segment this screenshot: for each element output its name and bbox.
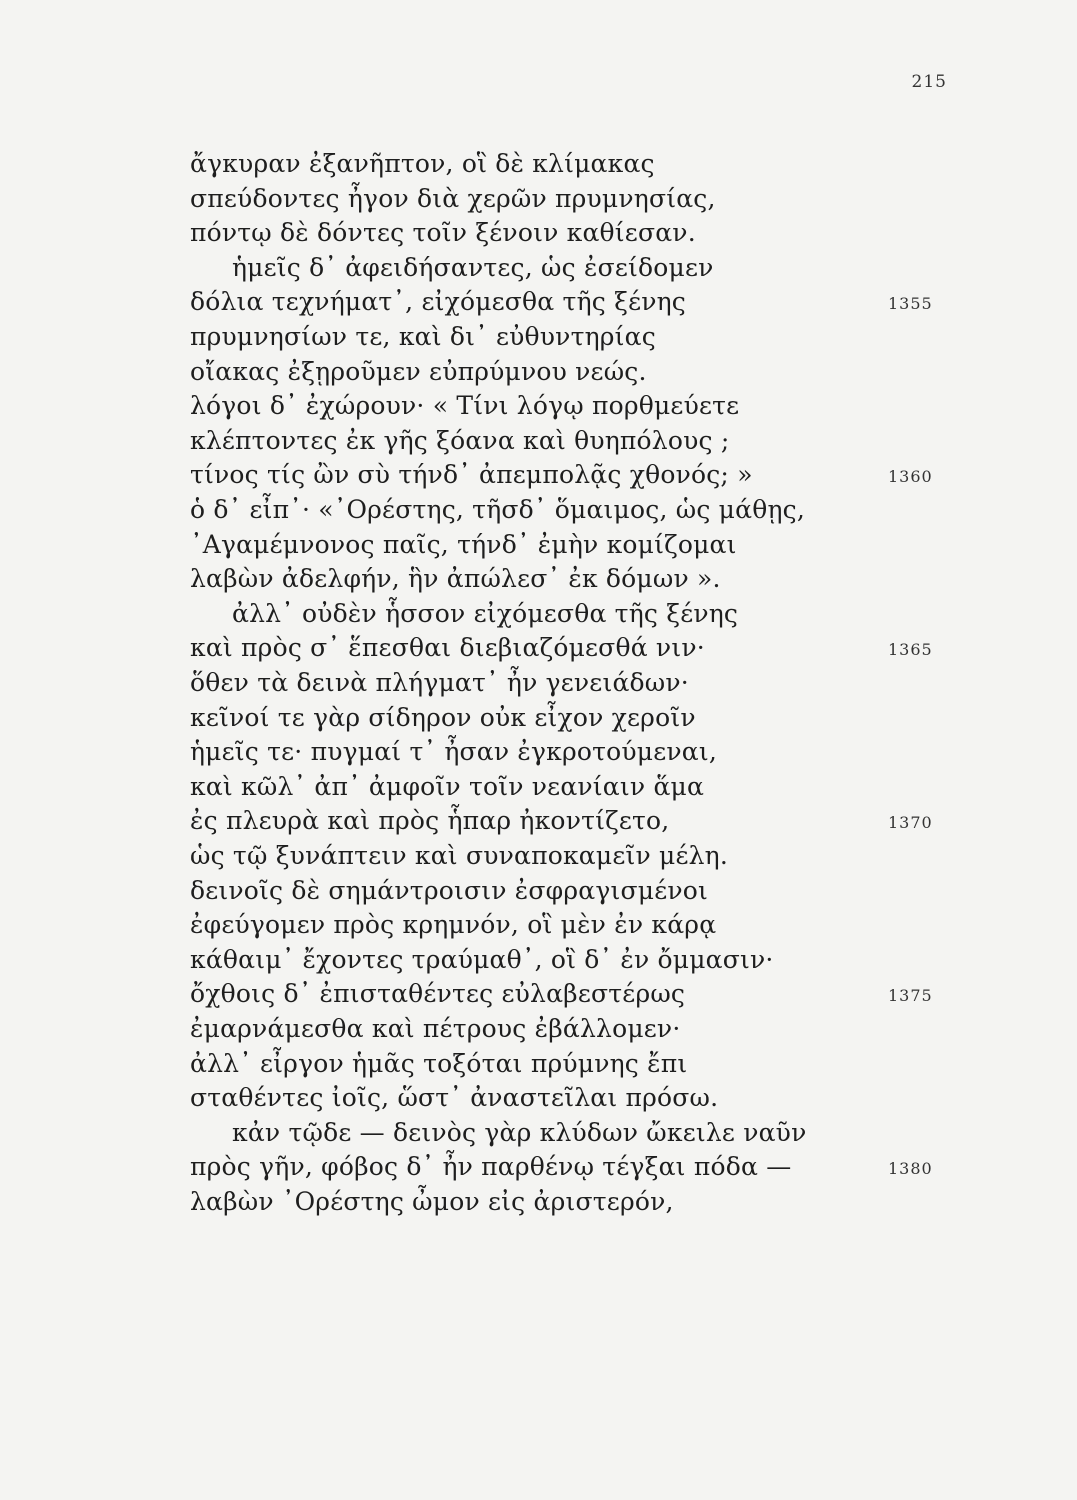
verse-line: ὅθεν τὰ δεινὰ πλήγματ᾽ ἦν γενειάδων· — [190, 668, 689, 697]
line-number: 1355 — [888, 294, 933, 314]
page-number: 215 — [911, 72, 947, 92]
verse-line: κἀν τῷδε — δεινὸς γὰρ κλύδων ὤκειλε ναῦν — [232, 1117, 807, 1147]
verse-line: ὡς τῷ ξυνάπτειν καὶ συναποκαμεῖν μέλη. — [190, 841, 729, 870]
verse-line: δεινοῖς δὲ σημάντροισιν ἐσφραγισμένοι — [190, 875, 709, 905]
verse-line: ἡμεῖς δ᾽ ἀφειδήσαντες, ὡς ἐσείδομεν — [232, 252, 714, 282]
verse-line: ἄγκυραν ἐξανῆπτον, οἳ δὲ κλίμακας — [190, 149, 655, 178]
verse-line: πρυμνησίων τε, καὶ δι᾽ εὐθυντηρίας — [190, 322, 656, 351]
verse-line: ὄχθοις δ᾽ ἐπισταθέντες εὐλαβεστέρως — [190, 979, 686, 1009]
verse-line: πρὸς γῆν, φόβος δ᾽ ἦν παρθένῳ τέγξαι πόδα — — [190, 1152, 792, 1182]
verse-line: λαβὼν ᾽Ορέστης ὦμον εἰς ἀριστερόν, — [190, 1187, 674, 1216]
verse-line: ἐφεύγομεν πρὸς κρημνόν, οἳ μὲν ἐν κάρᾳ — [190, 910, 717, 940]
verse-line: κεῖνοί τε γὰρ σίδηρον οὐκ εἶχον χεροῖν — [190, 702, 696, 732]
verse-line: σταθέντες ἰοῖς, ὥστ᾽ ἀναστεῖλαι πρόσω. — [190, 1083, 719, 1113]
verse-line: ὁ δ᾽ εἶπ᾽· «᾽Ορέστης, τῆσδ᾽ ὅμαιμος, ὡς μάθῃς, — [190, 495, 805, 524]
verse-line: λαβὼν ἀδελφήν, ἣν ἀπώλεσ᾽ ἐκ δόμων ». — [190, 564, 721, 594]
line-number: 1365 — [888, 640, 933, 660]
line-number: 1360 — [888, 467, 933, 487]
verse-line: ἡμεῖς τε· πυγμαί τ᾽ ἦσαν ἐγκροτούμεναι, — [190, 737, 718, 767]
verse-line: σπεύδοντες ἦγον διὰ χερῶν πρυμνησίας, — [190, 183, 716, 213]
line-number: 1380 — [888, 1159, 933, 1179]
verse-line: λόγοι δ᾽ ἐχώρουν· « Τίνι λόγῳ πορθμεύετε — [190, 391, 740, 421]
line-number: 1375 — [888, 986, 933, 1006]
verse-line: κάθαιμ᾽ ἔχοντες τραύμαθ᾽, οἳ δ᾽ ἐν ὄμμασιν· — [190, 944, 774, 974]
verse-line: δόλια τεχνήματ᾽, εἰχόμεσθα τῆς ξένης — [190, 287, 686, 317]
verse-line: ἀλλ᾽ οὐδὲν ἧσσον εἰχόμεσθα τῆς ξένης — [232, 598, 739, 628]
verse-line: πόντῳ δὲ δόντες τοῖν ξένοιν καθίεσαν. — [190, 218, 696, 248]
verse-line: τίνος τίς ὢν σὺ τήνδ᾽ ἀπεμπολᾷς χθονός; » — [190, 460, 753, 490]
verse-line: ἐς πλευρὰ καὶ πρὸς ἧπαρ ἠκοντίζετο, — [190, 806, 670, 836]
verse-line: ἀλλ᾽ εἶργον ἡμᾶς τοξόται πρύμνης ἔπι — [190, 1048, 688, 1078]
verse-line: καὶ πρὸς σ᾽ ἕπεσθαι διεβιαζόμεσθά νιν· — [190, 633, 705, 663]
verse-line: οἴακας ἐξῃροῦμεν εὐπρύμνου νεώς. — [190, 356, 647, 386]
line-number: 1370 — [888, 813, 933, 833]
verse-line: κλέπτοντες ἐκ γῆς ξόανα καὶ θυηπόλους ; — [190, 425, 730, 455]
verse-line: ἐμαρνάμεσθα καὶ πέτρους ἐβάλλομεν· — [190, 1014, 681, 1043]
verse-line: καὶ κῶλ᾽ ἀπ᾽ ἀμφοῖν τοῖν νεανίαιν ἅμα — [190, 771, 705, 801]
verse-line: ᾽Αγαμέμνονος παῖς, τήνδ᾽ ἐμὴν κομίζομαι — [190, 529, 737, 559]
